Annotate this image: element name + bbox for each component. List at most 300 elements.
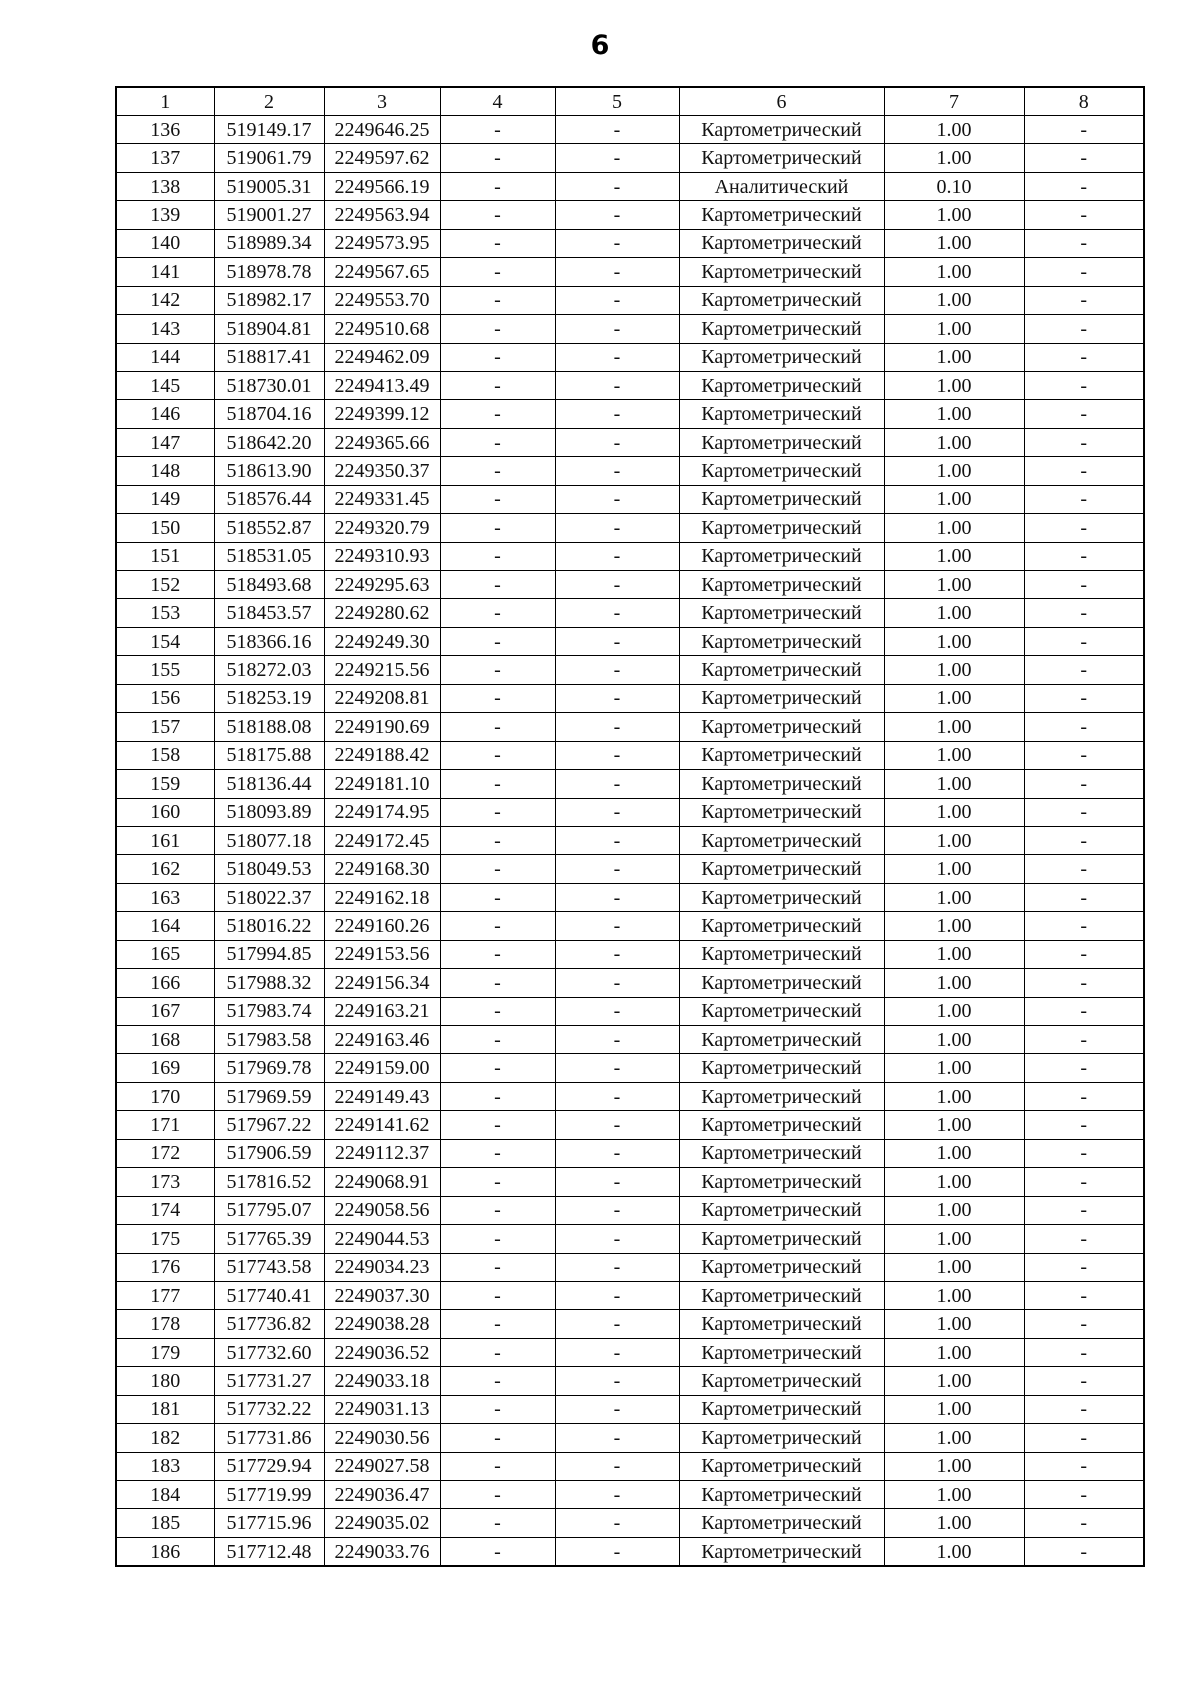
- accuracy-cell: 1.00: [884, 599, 1024, 627]
- table-row: [116, 1168, 1144, 1196]
- y-coordinate-cell: 2249038.28: [324, 1310, 440, 1338]
- point-number-cell: 154: [116, 627, 214, 655]
- table-row: [116, 599, 1144, 627]
- col-8-value-cell: -: [1024, 116, 1144, 144]
- col-4-value-cell: -: [440, 172, 555, 200]
- point-number-cell: 155: [116, 656, 214, 684]
- table-row: [116, 1196, 1144, 1224]
- col-4-value-cell: -: [440, 1111, 555, 1139]
- table-row: [116, 343, 1144, 371]
- y-coordinate-cell: 2249141.62: [324, 1111, 440, 1139]
- accuracy-cell: 1.00: [884, 315, 1024, 343]
- x-coordinate-cell: 517969.78: [214, 1054, 324, 1082]
- col-8-value-cell: -: [1024, 201, 1144, 229]
- col-5-value-cell: -: [555, 1310, 679, 1338]
- col-8-value-cell: -: [1024, 1225, 1144, 1253]
- col-4-value-cell: -: [440, 1509, 555, 1537]
- x-coordinate-cell: 517906.59: [214, 1139, 324, 1167]
- x-coordinate-cell: 518175.88: [214, 741, 324, 769]
- point-number-cell: 161: [116, 826, 214, 854]
- accuracy-cell: 1.00: [884, 400, 1024, 428]
- col-8-value-cell: -: [1024, 599, 1144, 627]
- y-coordinate-cell: 2249597.62: [324, 144, 440, 172]
- col-8-value-cell: -: [1024, 1452, 1144, 1480]
- point-number-cell: 184: [116, 1481, 214, 1509]
- col-8-value-cell: -: [1024, 514, 1144, 542]
- col-8-value-cell: -: [1024, 315, 1144, 343]
- accuracy-cell: 1.00: [884, 343, 1024, 371]
- col-8-value-cell: -: [1024, 969, 1144, 997]
- table-row: [116, 1509, 1144, 1537]
- y-coordinate-cell: 2249462.09: [324, 343, 440, 371]
- x-coordinate-cell: 518188.08: [214, 713, 324, 741]
- col-8-value-cell: -: [1024, 229, 1144, 257]
- col-4-value-cell: -: [440, 371, 555, 399]
- method-cell: Картометрический: [679, 1481, 884, 1509]
- coordinates-table: [115, 86, 1145, 1567]
- table-row: [116, 656, 1144, 684]
- method-cell: Картометрический: [679, 969, 884, 997]
- col-5-value-cell: -: [555, 770, 679, 798]
- accuracy-cell: 1.00: [884, 1082, 1024, 1110]
- table-row: [116, 997, 1144, 1025]
- col-4-value-cell: -: [440, 1225, 555, 1253]
- col-4-value-cell: -: [440, 912, 555, 940]
- col-8-value-cell: -: [1024, 542, 1144, 570]
- point-number-cell: 158: [116, 741, 214, 769]
- method-cell: Картометрический: [679, 258, 884, 286]
- y-coordinate-cell: 2249034.23: [324, 1253, 440, 1281]
- accuracy-cell: 1.00: [884, 969, 1024, 997]
- accuracy-cell: 1.00: [884, 1225, 1024, 1253]
- col-5-value-cell: -: [555, 286, 679, 314]
- col-8-value-cell: -: [1024, 400, 1144, 428]
- col-4-value-cell: -: [440, 1168, 555, 1196]
- y-coordinate-cell: 2249068.91: [324, 1168, 440, 1196]
- accuracy-cell: 1.00: [884, 741, 1024, 769]
- x-coordinate-cell: 517983.58: [214, 1026, 324, 1054]
- x-coordinate-cell: 518253.19: [214, 684, 324, 712]
- col-5-value-cell: -: [555, 713, 679, 741]
- table-row: [116, 1338, 1144, 1366]
- point-number-cell: 146: [116, 400, 214, 428]
- table-row: [116, 684, 1144, 712]
- y-coordinate-cell: 2249033.18: [324, 1367, 440, 1395]
- method-cell: Картометрический: [679, 116, 884, 144]
- col-4-value-cell: -: [440, 1253, 555, 1281]
- table-row: [116, 428, 1144, 456]
- col-5-value-cell: -: [555, 229, 679, 257]
- col-4-value-cell: -: [440, 969, 555, 997]
- method-cell: Картометрический: [679, 656, 884, 684]
- x-coordinate-cell: 518453.57: [214, 599, 324, 627]
- x-coordinate-cell: 518817.41: [214, 343, 324, 371]
- method-cell: Картометрический: [679, 1196, 884, 1224]
- y-coordinate-cell: 2249159.00: [324, 1054, 440, 1082]
- col-4-value-cell: -: [440, 1338, 555, 1366]
- method-cell: Картометрический: [679, 1168, 884, 1196]
- point-number-cell: 164: [116, 912, 214, 940]
- x-coordinate-cell: 517969.59: [214, 1082, 324, 1110]
- y-coordinate-cell: 2249035.02: [324, 1509, 440, 1537]
- x-coordinate-cell: 519001.27: [214, 201, 324, 229]
- col-5-value-cell: -: [555, 969, 679, 997]
- point-number-cell: 137: [116, 144, 214, 172]
- x-coordinate-cell: 517967.22: [214, 1111, 324, 1139]
- col-8-value-cell: -: [1024, 144, 1144, 172]
- method-cell: Картометрический: [679, 1082, 884, 1110]
- page-number: 6: [590, 30, 610, 61]
- x-coordinate-cell: 517715.96: [214, 1509, 324, 1537]
- col-4-value-cell: -: [440, 315, 555, 343]
- col-8-value-cell: -: [1024, 855, 1144, 883]
- table-row: [116, 172, 1144, 200]
- accuracy-cell: 1.00: [884, 371, 1024, 399]
- table-row: [116, 514, 1144, 542]
- col-5-value-cell: -: [555, 997, 679, 1025]
- col-4-value-cell: -: [440, 1310, 555, 1338]
- y-coordinate-cell: 2249320.79: [324, 514, 440, 542]
- col-8-value-cell: -: [1024, 343, 1144, 371]
- table-row: [116, 969, 1144, 997]
- column-header-1: 1: [116, 87, 214, 116]
- col-5-value-cell: -: [555, 1395, 679, 1423]
- table-row: [116, 485, 1144, 513]
- table-row: [116, 798, 1144, 826]
- col-5-value-cell: -: [555, 1253, 679, 1281]
- y-coordinate-cell: 2249036.52: [324, 1338, 440, 1366]
- point-number-cell: 162: [116, 855, 214, 883]
- col-8-value-cell: -: [1024, 457, 1144, 485]
- point-number-cell: 138: [116, 172, 214, 200]
- col-5-value-cell: -: [555, 542, 679, 570]
- point-number-cell: 182: [116, 1424, 214, 1452]
- method-cell: Аналитический: [679, 172, 884, 200]
- point-number-cell: 151: [116, 542, 214, 570]
- col-5-value-cell: -: [555, 485, 679, 513]
- col-8-value-cell: -: [1024, 428, 1144, 456]
- y-coordinate-cell: 2249168.30: [324, 855, 440, 883]
- y-coordinate-cell: 2249112.37: [324, 1139, 440, 1167]
- method-cell: Картометрический: [679, 371, 884, 399]
- col-8-value-cell: -: [1024, 1367, 1144, 1395]
- col-4-value-cell: -: [440, 770, 555, 798]
- col-5-value-cell: -: [555, 315, 679, 343]
- point-number-cell: 145: [116, 371, 214, 399]
- method-cell: Картометрический: [679, 627, 884, 655]
- point-number-cell: 140: [116, 229, 214, 257]
- table-row: [116, 1452, 1144, 1480]
- point-number-cell: 176: [116, 1253, 214, 1281]
- method-cell: Картометрический: [679, 1338, 884, 1366]
- method-cell: Картометрический: [679, 883, 884, 911]
- x-coordinate-cell: 518272.03: [214, 656, 324, 684]
- accuracy-cell: 1.00: [884, 912, 1024, 940]
- y-coordinate-cell: 2249399.12: [324, 400, 440, 428]
- point-number-cell: 179: [116, 1338, 214, 1366]
- table-row: [116, 542, 1144, 570]
- col-5-value-cell: -: [555, 400, 679, 428]
- accuracy-cell: 1.00: [884, 485, 1024, 513]
- col-5-value-cell: -: [555, 599, 679, 627]
- accuracy-cell: 1.00: [884, 627, 1024, 655]
- x-coordinate-cell: 517712.48: [214, 1537, 324, 1566]
- method-cell: Картометрический: [679, 684, 884, 712]
- col-5-value-cell: -: [555, 1168, 679, 1196]
- method-cell: Картометрический: [679, 826, 884, 854]
- y-coordinate-cell: 2249249.30: [324, 627, 440, 655]
- col-8-value-cell: -: [1024, 172, 1144, 200]
- col-8-value-cell: -: [1024, 1111, 1144, 1139]
- col-8-value-cell: -: [1024, 1424, 1144, 1452]
- col-5-value-cell: -: [555, 741, 679, 769]
- x-coordinate-cell: 517736.82: [214, 1310, 324, 1338]
- table-row: [116, 627, 1144, 655]
- col-5-value-cell: -: [555, 1537, 679, 1566]
- y-coordinate-cell: 2249310.93: [324, 542, 440, 570]
- point-number-cell: 169: [116, 1054, 214, 1082]
- col-5-value-cell: -: [555, 1452, 679, 1480]
- method-cell: Картометрический: [679, 741, 884, 769]
- col-4-value-cell: -: [440, 1082, 555, 1110]
- col-4-value-cell: -: [440, 428, 555, 456]
- point-number-cell: 136: [116, 116, 214, 144]
- col-5-value-cell: -: [555, 912, 679, 940]
- accuracy-cell: 1.00: [884, 1253, 1024, 1281]
- x-coordinate-cell: 517719.99: [214, 1481, 324, 1509]
- col-5-value-cell: -: [555, 343, 679, 371]
- x-coordinate-cell: 517983.74: [214, 997, 324, 1025]
- accuracy-cell: 1.00: [884, 144, 1024, 172]
- col-8-value-cell: -: [1024, 371, 1144, 399]
- col-5-value-cell: -: [555, 798, 679, 826]
- col-4-value-cell: -: [440, 713, 555, 741]
- col-4-value-cell: -: [440, 656, 555, 684]
- y-coordinate-cell: 2249031.13: [324, 1395, 440, 1423]
- col-8-value-cell: -: [1024, 1196, 1144, 1224]
- table-row: [116, 741, 1144, 769]
- col-8-value-cell: -: [1024, 1026, 1144, 1054]
- point-number-cell: 150: [116, 514, 214, 542]
- accuracy-cell: 1.00: [884, 997, 1024, 1025]
- x-coordinate-cell: 519005.31: [214, 172, 324, 200]
- method-cell: Картометрический: [679, 770, 884, 798]
- accuracy-cell: 1.00: [884, 826, 1024, 854]
- col-5-value-cell: -: [555, 627, 679, 655]
- col-5-value-cell: -: [555, 428, 679, 456]
- accuracy-cell: 1.00: [884, 883, 1024, 911]
- x-coordinate-cell: 517743.58: [214, 1253, 324, 1281]
- accuracy-cell: 1.00: [884, 1139, 1024, 1167]
- table-row: [116, 371, 1144, 399]
- method-cell: Картометрический: [679, 485, 884, 513]
- col-8-value-cell: -: [1024, 912, 1144, 940]
- method-cell: Картометрический: [679, 1139, 884, 1167]
- col-5-value-cell: -: [555, 457, 679, 485]
- col-8-value-cell: -: [1024, 656, 1144, 684]
- column-header-6: 6: [679, 87, 884, 116]
- x-coordinate-cell: 518049.53: [214, 855, 324, 883]
- accuracy-cell: 1.00: [884, 1452, 1024, 1480]
- method-cell: Картометрический: [679, 1281, 884, 1309]
- table-body: [116, 116, 1144, 1567]
- col-8-value-cell: -: [1024, 1082, 1144, 1110]
- x-coordinate-cell: 518613.90: [214, 457, 324, 485]
- point-number-cell: 185: [116, 1509, 214, 1537]
- col-4-value-cell: -: [440, 1452, 555, 1480]
- col-4-value-cell: -: [440, 1281, 555, 1309]
- y-coordinate-cell: 2249553.70: [324, 286, 440, 314]
- accuracy-cell: 1.00: [884, 542, 1024, 570]
- method-cell: Картометрический: [679, 912, 884, 940]
- point-number-cell: 147: [116, 428, 214, 456]
- y-coordinate-cell: 2249027.58: [324, 1452, 440, 1480]
- col-4-value-cell: -: [440, 627, 555, 655]
- table-row: [116, 1367, 1144, 1395]
- accuracy-cell: 1.00: [884, 940, 1024, 968]
- col-8-value-cell: -: [1024, 1509, 1144, 1537]
- y-coordinate-cell: 2249331.45: [324, 485, 440, 513]
- col-8-value-cell: -: [1024, 940, 1144, 968]
- x-coordinate-cell: 518531.05: [214, 542, 324, 570]
- accuracy-cell: 1.00: [884, 1168, 1024, 1196]
- point-number-cell: 148: [116, 457, 214, 485]
- accuracy-cell: 1.00: [884, 1054, 1024, 1082]
- x-coordinate-cell: 517731.86: [214, 1424, 324, 1452]
- col-4-value-cell: -: [440, 400, 555, 428]
- table-row: [116, 1481, 1144, 1509]
- y-coordinate-cell: 2249036.47: [324, 1481, 440, 1509]
- method-cell: Картометрический: [679, 1537, 884, 1566]
- col-4-value-cell: -: [440, 855, 555, 883]
- method-cell: Картометрический: [679, 571, 884, 599]
- table-row: [116, 770, 1144, 798]
- x-coordinate-cell: 517731.27: [214, 1367, 324, 1395]
- x-coordinate-cell: 518136.44: [214, 770, 324, 798]
- table-row: [116, 1424, 1144, 1452]
- col-5-value-cell: -: [555, 826, 679, 854]
- y-coordinate-cell: 2249215.56: [324, 656, 440, 684]
- col-4-value-cell: -: [440, 940, 555, 968]
- point-number-cell: 163: [116, 883, 214, 911]
- table-row: [116, 400, 1144, 428]
- col-8-value-cell: -: [1024, 1253, 1144, 1281]
- method-cell: Картометрический: [679, 343, 884, 371]
- x-coordinate-cell: 518022.37: [214, 883, 324, 911]
- point-number-cell: 174: [116, 1196, 214, 1224]
- col-4-value-cell: -: [440, 826, 555, 854]
- y-coordinate-cell: 2249172.45: [324, 826, 440, 854]
- method-cell: Картометрический: [679, 286, 884, 314]
- col-5-value-cell: -: [555, 855, 679, 883]
- table-header-row: [116, 87, 1144, 116]
- x-coordinate-cell: 518493.68: [214, 571, 324, 599]
- col-5-value-cell: -: [555, 883, 679, 911]
- col-5-value-cell: -: [555, 514, 679, 542]
- accuracy-cell: 1.00: [884, 1111, 1024, 1139]
- col-4-value-cell: -: [440, 485, 555, 513]
- y-coordinate-cell: 2249350.37: [324, 457, 440, 485]
- x-coordinate-cell: 518989.34: [214, 229, 324, 257]
- col-5-value-cell: -: [555, 656, 679, 684]
- col-4-value-cell: -: [440, 229, 555, 257]
- point-number-cell: 172: [116, 1139, 214, 1167]
- method-cell: Картометрический: [679, 1367, 884, 1395]
- accuracy-cell: 1.00: [884, 1424, 1024, 1452]
- method-cell: Картометрический: [679, 713, 884, 741]
- col-5-value-cell: -: [555, 684, 679, 712]
- point-number-cell: 142: [116, 286, 214, 314]
- y-coordinate-cell: 2249365.66: [324, 428, 440, 456]
- method-cell: Картометрический: [679, 1026, 884, 1054]
- accuracy-cell: 1.00: [884, 656, 1024, 684]
- col-4-value-cell: -: [440, 1481, 555, 1509]
- col-4-value-cell: -: [440, 883, 555, 911]
- column-header-2: 2: [214, 87, 324, 116]
- col-4-value-cell: -: [440, 286, 555, 314]
- accuracy-cell: 1.00: [884, 770, 1024, 798]
- col-8-value-cell: -: [1024, 798, 1144, 826]
- col-4-value-cell: -: [440, 1367, 555, 1395]
- col-5-value-cell: -: [555, 144, 679, 172]
- column-header-3: 3: [324, 87, 440, 116]
- method-cell: Картометрический: [679, 1509, 884, 1537]
- x-coordinate-cell: 518904.81: [214, 315, 324, 343]
- method-cell: Картометрический: [679, 997, 884, 1025]
- point-number-cell: 160: [116, 798, 214, 826]
- col-4-value-cell: -: [440, 1196, 555, 1224]
- table-row: [116, 1026, 1144, 1054]
- col-4-value-cell: -: [440, 1054, 555, 1082]
- table-row: [116, 883, 1144, 911]
- x-coordinate-cell: 518016.22: [214, 912, 324, 940]
- col-4-value-cell: -: [440, 542, 555, 570]
- point-number-cell: 167: [116, 997, 214, 1025]
- col-5-value-cell: -: [555, 1225, 679, 1253]
- col-8-value-cell: -: [1024, 1139, 1144, 1167]
- y-coordinate-cell: 2249190.69: [324, 713, 440, 741]
- x-coordinate-cell: 518552.87: [214, 514, 324, 542]
- y-coordinate-cell: 2249162.18: [324, 883, 440, 911]
- method-cell: Картометрический: [679, 457, 884, 485]
- col-5-value-cell: -: [555, 1509, 679, 1537]
- table-row: [116, 571, 1144, 599]
- point-number-cell: 149: [116, 485, 214, 513]
- y-coordinate-cell: 2249567.65: [324, 258, 440, 286]
- col-5-value-cell: -: [555, 1054, 679, 1082]
- point-number-cell: 152: [116, 571, 214, 599]
- point-number-cell: 183: [116, 1452, 214, 1480]
- col-5-value-cell: -: [555, 258, 679, 286]
- y-coordinate-cell: 2249566.19: [324, 172, 440, 200]
- y-coordinate-cell: 2249160.26: [324, 912, 440, 940]
- col-8-value-cell: -: [1024, 997, 1144, 1025]
- method-cell: Картометрический: [679, 428, 884, 456]
- point-number-cell: 173: [116, 1168, 214, 1196]
- col-5-value-cell: -: [555, 1082, 679, 1110]
- column-header-8: 8: [1024, 87, 1144, 116]
- col-4-value-cell: -: [440, 571, 555, 599]
- point-number-cell: 159: [116, 770, 214, 798]
- accuracy-cell: 1.00: [884, 798, 1024, 826]
- col-8-value-cell: -: [1024, 770, 1144, 798]
- table-row: [116, 713, 1144, 741]
- y-coordinate-cell: 2249295.63: [324, 571, 440, 599]
- y-coordinate-cell: 2249181.10: [324, 770, 440, 798]
- x-coordinate-cell: 517795.07: [214, 1196, 324, 1224]
- accuracy-cell: 1.00: [884, 258, 1024, 286]
- table-row: [116, 1082, 1144, 1110]
